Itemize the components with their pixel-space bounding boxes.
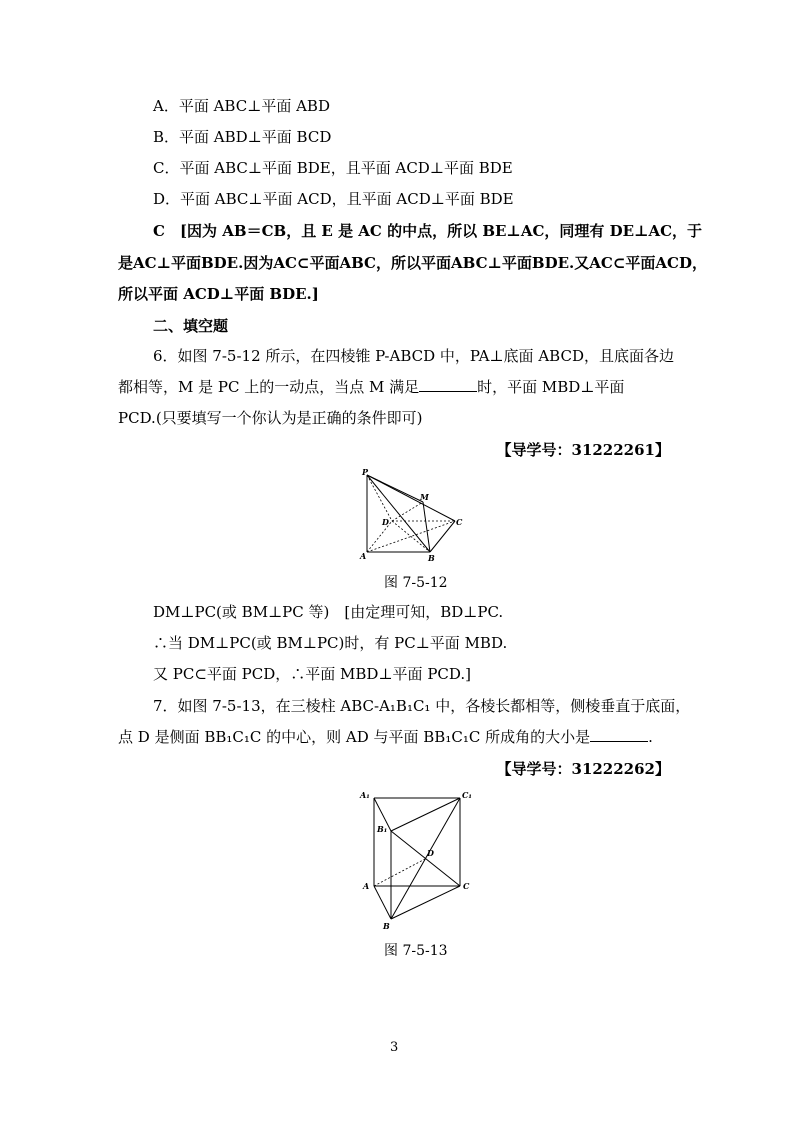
figure-caption-7-5-13: 图 7-5-13 — [384, 943, 448, 959]
q7-guide-number: 【导学号：31222262】 — [496, 760, 670, 778]
section-heading: 二、填空题 — [153, 317, 229, 335]
q6-line2 — [118, 377, 624, 397]
edge-pm — [367, 475, 423, 502]
answer6-line2: ∴当 DM⊥PC(或 BM⊥PC)时，有 PC⊥平面 MBD. — [153, 634, 508, 652]
edge-db — [392, 521, 430, 552]
q6-line1: 6．如图 7-5-12 所示，在四棱锥 P-ABCD 中，PA⊥底面 ABCD，且底面各边 — [153, 347, 674, 365]
q6-line2b: 时，平面 MBD⊥平面 — [477, 378, 625, 396]
edge-ab — [374, 886, 391, 919]
option-c: C．平面 ABC⊥平面 BDE，且平面 ACD⊥平面 BDE — [153, 159, 513, 177]
edge-bc — [391, 886, 460, 919]
page-number: 3 — [390, 1040, 399, 1055]
figure-7-5-13 — [355, 785, 480, 930]
q6-line3: PCD.(只要填写一个你认为是正确的条件即可) — [118, 409, 423, 427]
q7-blank[interactable] — [590, 727, 648, 742]
option-d: D．平面 ABC⊥平面 ACD，且平面 ACD⊥平面 BDE — [153, 190, 514, 208]
label-d: D — [427, 848, 434, 858]
label-c: C — [463, 881, 470, 891]
figure-7-5-12 — [355, 466, 475, 566]
q7-line1: 7．如图 7-5-13，在三棱柱 ABC-A₁B₁C₁ 中，各棱长都相等，侧棱垂直于底面， — [153, 697, 691, 715]
label-a: A — [363, 881, 370, 891]
answer6-line3: 又 PC⊂平面 PCD，∴平面 MBD⊥平面 PCD.] — [153, 665, 472, 683]
edge-bc — [430, 521, 455, 552]
q7-line2a: 点 D 是侧面 BB₁C₁C 的中心，则 AD 与平面 BB₁C₁C 所成角的大小是 — [118, 728, 591, 746]
answer6-line1: DM⊥PC(或 BM⊥PC 等) [由定理可知，BD⊥PC. — [153, 603, 504, 621]
label-b1: B₁ — [377, 824, 388, 834]
figure-caption-7-5-12: 图 7-5-12 — [384, 575, 448, 591]
label-m: M — [420, 492, 429, 502]
q7-line2b: . — [648, 728, 653, 746]
answer5-line3: 所以平面 ACD⊥平面 BDE.] — [118, 285, 319, 303]
edge-b1c1 — [391, 798, 460, 831]
label-c1: C₁ — [462, 790, 472, 800]
answer5-line1: C [因为 AB＝CB，且 E 是 AC 的中点，所以 BE⊥AC，同理有 DE⊥AC，于 — [153, 222, 703, 240]
q6-line2a: 都相等，M 是 PC 上的一动点，当点 M 满足 — [118, 378, 420, 396]
q6-blank[interactable] — [419, 377, 477, 392]
label-a: A — [360, 551, 367, 561]
label-b: B — [428, 553, 435, 563]
label-a1: A₁ — [360, 790, 370, 800]
label-c: C — [456, 517, 463, 527]
label-p: P — [362, 467, 369, 477]
label-d: D — [382, 517, 389, 527]
option-a: A．平面 ABC⊥平面 ABD — [153, 97, 330, 115]
option-b: B．平面 ABD⊥平面 BCD — [153, 128, 332, 146]
answer5-line2: 是AC⊥平面BDE.因为AC⊂平面ABC，所以平面ABC⊥平面BDE.又AC⊂平面ACD， — [118, 254, 708, 272]
edge-c1b — [391, 798, 460, 919]
label-b: B — [383, 921, 390, 930]
q6-guide-number: 【导学号：31222261】 — [496, 441, 670, 459]
edge-pb — [367, 475, 430, 552]
q7-line2 — [118, 727, 653, 747]
